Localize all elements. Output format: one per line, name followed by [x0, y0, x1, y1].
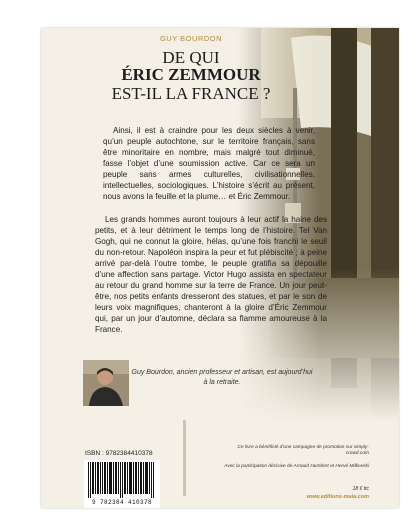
author-name: GUY BOURDON [159, 34, 223, 43]
participation-note: Avec la participation décisive de Arnaud Humbert et Hervé Milkovski [224, 464, 369, 469]
author-portrait-image [83, 360, 129, 406]
title-line-2: ÉRIC ZEMMOUR [121, 65, 261, 84]
promotion-note: Ce livre a bénéficié d’une campagne de promotion sur simply-crowd.com [237, 445, 369, 457]
book-back-cover [41, 28, 399, 508]
publisher-website: www.editions-maia.com [306, 494, 369, 500]
blurb-paragraph-1: Ainsi, il est à craindre pour les deux siècles à venir, qu’un peuple autochtone, sur le territoire français, sans être minoritaire en nombre, mais malgré tout diminué, fasse l’objet d’une soumission active. Car ce sera un peuple sans armes culturelles, civilisationnelles, intellectuelles, sociologiques. L’histoire s’écrit au présent, nous avons la feuille et la plume… et Éric Zemmour. [103, 126, 315, 201]
title-line-3: EST-IL LA FRANCE ? [111, 84, 271, 103]
barcode-bars [84, 460, 160, 500]
author-portrait [83, 360, 129, 406]
title-line-1: DE QUI [162, 48, 220, 67]
vertical-divider [183, 420, 186, 496]
blurb-paragraph-2: Les grands hommes auront toujours à leur actif la haine des petits, et à leur détriment le temps long de l’histoire. Tel Van Gogh, qui ne connut la gloire, hélas, qu’une fois franchi le seuil du non-retour. Napoléon inspira la peur et fut plébiscité ; à peine arrivé par-delà l’outre tombe, le peuple gratifia sa dépouille d’une affection sans partage. Victor Hugo assista en spectateur au retour du grand homme sur la terre de France. Un jour peut-être, nos petits enfants dresseront des statues, et par le son de leurs voix magnifiques, chanteront à la gloire d’Éric Zemmour qui, par un jour d’automne, déclara sa flamme amoureuse à la France. [95, 215, 327, 334]
author-bio: Guy Bourdon, ancien professeur et artisan, est aujourd’hui à la retraite. [131, 369, 313, 386]
price: 18 € ttc [352, 486, 369, 492]
isbn-label: ISBN : 9782384410378 [85, 450, 153, 457]
barcode-number: 9 782384 410378 [91, 499, 152, 506]
